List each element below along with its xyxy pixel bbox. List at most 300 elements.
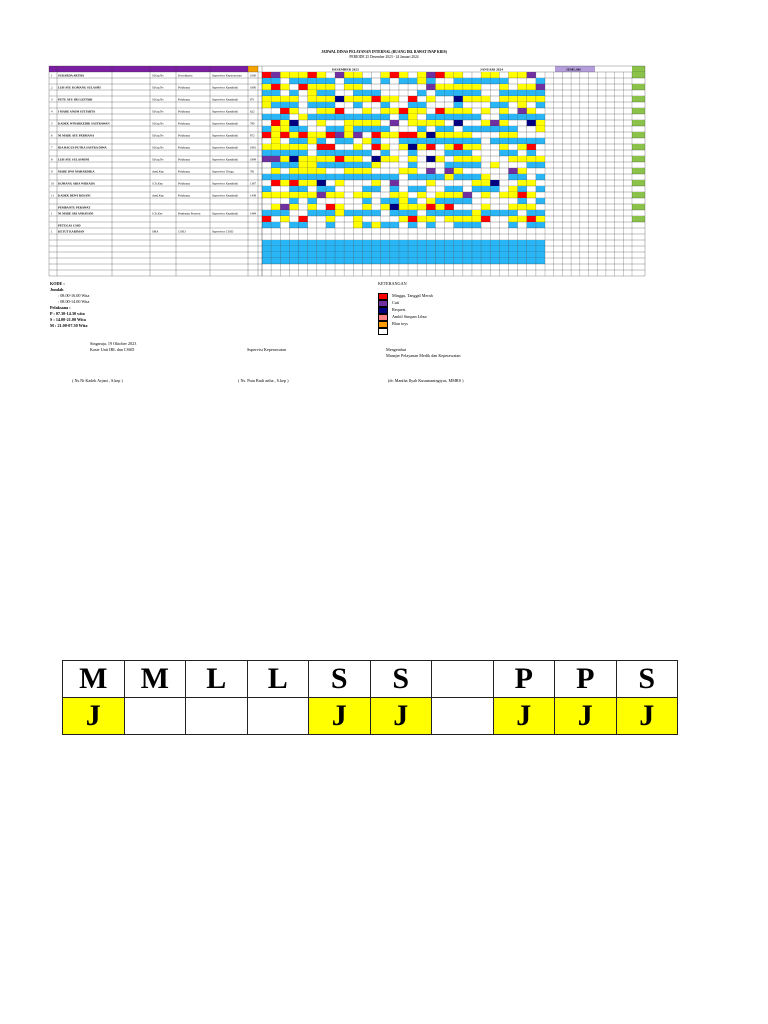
schedule-cell — [280, 258, 289, 264]
staff-role: Koordinator — [178, 73, 193, 78]
schedule-cell — [481, 120, 490, 126]
total-cell — [632, 216, 645, 222]
schedule-cell — [490, 138, 499, 144]
schedule-cell — [390, 108, 399, 114]
schedule-cell — [289, 168, 298, 174]
staff-edu: S.Kep.Ns — [152, 109, 164, 114]
staff-edu: S.Kep.Ns — [152, 73, 164, 78]
schedule-cell — [390, 186, 399, 192]
schedule-cell — [262, 210, 271, 216]
schedule-cell — [289, 252, 298, 258]
schedule-cell — [344, 138, 353, 144]
staff-nip: 1891 — [250, 145, 256, 150]
schedule-cell — [308, 90, 317, 96]
schedule-cell — [445, 198, 454, 204]
schedule-cell — [481, 240, 490, 246]
schedule-cell — [463, 162, 472, 168]
zoom-day-cell: S — [616, 661, 678, 698]
schedule-cell — [408, 198, 417, 204]
schedule-cell — [435, 126, 444, 132]
schedule-cell — [499, 252, 508, 258]
schedule-cell — [372, 114, 381, 120]
schedule-cell — [271, 258, 280, 264]
staff-nip: 871 — [250, 97, 255, 102]
schedule-cell — [454, 216, 463, 222]
schedule-cell — [280, 204, 289, 210]
schedule-cell — [344, 252, 353, 258]
schedule-cell — [399, 138, 408, 144]
schedule-cell — [472, 78, 481, 84]
total-cell — [632, 192, 645, 198]
schedule-cell — [518, 216, 527, 222]
schedule-cell — [508, 216, 517, 222]
schedule-cell — [481, 126, 490, 132]
schedule-cell — [463, 246, 472, 252]
schedule-cell — [362, 198, 371, 204]
schedule-cell — [280, 162, 289, 168]
schedule-cell — [289, 138, 298, 144]
schedule-cell — [454, 102, 463, 108]
schedule-cell — [445, 174, 454, 180]
schedule-cell — [390, 132, 399, 138]
schedule-cell — [481, 186, 490, 192]
schedule-cell — [472, 216, 481, 222]
schedule-cell — [408, 174, 417, 180]
schedule-cell — [426, 198, 435, 204]
schedule-cell — [481, 216, 490, 222]
schedule-cell — [344, 168, 353, 174]
schedule-cell — [426, 72, 435, 78]
schedule-cell — [353, 144, 362, 150]
total-cell — [632, 120, 645, 126]
schedule-cell — [372, 246, 381, 252]
schedule-cell — [308, 102, 317, 108]
zoom-day-cell: P — [493, 661, 555, 698]
schedule-cell — [499, 246, 508, 252]
schedule-cell — [435, 252, 444, 258]
schedule-cell — [344, 156, 353, 162]
schedule-cell — [435, 72, 444, 78]
schedule-cell — [317, 252, 326, 258]
schedule-cell — [308, 258, 317, 264]
schedule-cell — [445, 84, 454, 90]
schedule-cell — [326, 186, 335, 192]
schedule-cell — [536, 102, 545, 108]
schedule-cell — [445, 144, 454, 150]
schedule-cell — [326, 156, 335, 162]
schedule-cell — [499, 90, 508, 96]
legend-label: Request — [392, 306, 406, 312]
schedule-cell — [390, 192, 399, 198]
schedule-cell — [289, 120, 298, 126]
schedule-cell — [362, 252, 371, 258]
schedule-cell — [435, 156, 444, 162]
schedule-cell — [508, 150, 517, 156]
schedule-cell — [426, 258, 435, 264]
schedule-cell — [353, 222, 362, 228]
schedule-cell — [426, 120, 435, 126]
schedule-cell — [399, 192, 408, 198]
schedule-cell — [344, 162, 353, 168]
schedule-cell — [326, 222, 335, 228]
schedule-cell — [372, 120, 381, 126]
legend-label: Blan toys — [392, 320, 408, 326]
schedule-cell — [353, 174, 362, 180]
staff-nip: 1800 — [250, 85, 256, 90]
schedule-cell — [408, 186, 417, 192]
schedule-cell — [536, 84, 545, 90]
schedule-cell — [353, 216, 362, 222]
staff-name: PEMBANTU PERAWAT — [58, 205, 91, 210]
schedule-cell — [527, 144, 536, 150]
schedule-cell — [527, 72, 536, 78]
schedule-cell — [280, 174, 289, 180]
schedule-cell — [508, 246, 517, 252]
month-label: JUMLAH — [566, 67, 581, 72]
schedule-cell — [408, 222, 417, 228]
schedule-cell — [408, 216, 417, 222]
staff-name: MADE DWI MAHARDIKA — [58, 169, 95, 174]
schedule-cell — [499, 96, 508, 102]
schedule-cell — [536, 252, 545, 258]
schedule-cell — [271, 144, 280, 150]
signature-right-subtitle: Manajer Pelayanan Medik dan Keperawatan — [386, 352, 461, 358]
schedule-cell — [426, 78, 435, 84]
schedule-cell — [454, 138, 463, 144]
schedule-cell — [271, 156, 280, 162]
schedule-cell — [417, 108, 426, 114]
schedule-cell — [417, 246, 426, 252]
schedule-cell — [527, 108, 536, 114]
schedule-cell — [344, 258, 353, 264]
staff-nip: 1484 — [250, 211, 256, 216]
schedule-cell — [372, 210, 381, 216]
schedule-cell — [271, 132, 280, 138]
schedule-cell — [381, 102, 390, 108]
schedule-cell — [463, 150, 472, 156]
staff-role: Pelaksana — [178, 157, 190, 162]
staff-name: KOMANG ARIA WIDIADA — [58, 181, 95, 186]
staff-no: 1 — [51, 73, 53, 78]
schedule-cell — [472, 240, 481, 246]
schedule-cell — [353, 192, 362, 198]
staff-no: 11 — [51, 193, 54, 198]
staff-name: LUH AYU SULASMINI — [58, 157, 90, 162]
schedule-cell — [344, 240, 353, 246]
schedule-cell — [527, 156, 536, 162]
zoom-mark-cell: J — [555, 698, 617, 735]
schedule-cell — [417, 78, 426, 84]
schedule-cell — [271, 138, 280, 144]
staff-name: NI MADE SRI ANDAYANI — [58, 211, 94, 216]
zoom-mark-cell: J — [493, 698, 555, 735]
staff-category: Supervisor Kamitindi — [212, 145, 238, 150]
staff-category: Supervisor Kamitindi — [212, 121, 238, 126]
schedule-cell — [454, 132, 463, 138]
staff-no: 3 — [51, 97, 53, 102]
schedule-cell — [308, 210, 317, 216]
schedule-cell — [499, 108, 508, 114]
schedule-cell — [299, 180, 308, 186]
legend-item — [378, 328, 433, 335]
schedule-cell — [381, 114, 390, 120]
zoom-mark-cell — [247, 698, 309, 735]
schedule-cell — [280, 132, 289, 138]
schedule-cell — [317, 78, 326, 84]
schedule-cell — [280, 240, 289, 246]
schedule-cell — [271, 192, 280, 198]
staff-no: 4 — [51, 109, 53, 114]
schedule-cell — [289, 78, 298, 84]
schedule-cell — [527, 222, 536, 228]
schedule-cell — [353, 78, 362, 84]
schedule-cell — [262, 246, 271, 252]
schedule-sheet — [0, 0, 768, 290]
staff-name: KETUT KARIMAN — [58, 229, 85, 234]
staff-no: 5 — [51, 121, 53, 126]
schedule-cell — [308, 240, 317, 246]
schedule-cell — [435, 114, 444, 120]
schedule-cell — [463, 174, 472, 180]
schedule-cell — [372, 90, 381, 96]
schedule-cell — [399, 114, 408, 120]
zoom-day-cell: S — [309, 661, 371, 698]
schedule-cell — [481, 252, 490, 258]
schedule-cell — [271, 114, 280, 120]
staff-name: LUH AYU KOMANG SULASMI — [58, 85, 101, 90]
staff-no: 1 — [51, 211, 53, 216]
legend-item — [378, 307, 433, 314]
schedule-cell — [353, 132, 362, 138]
schedule-cell — [408, 258, 417, 264]
schedule-cell — [299, 252, 308, 258]
schedule-cell — [335, 150, 344, 156]
schedule-cell — [262, 84, 271, 90]
schedule-cell — [435, 192, 444, 198]
staff-nip: 872 — [250, 133, 255, 138]
schedule-cell — [490, 240, 499, 246]
schedule-cell — [527, 138, 536, 144]
schedule-cell — [335, 258, 344, 264]
schedule-cell — [326, 150, 335, 156]
signature-right — [386, 347, 460, 358]
schedule-cell — [335, 210, 344, 216]
staff-category: Supervisor Kamitindi — [212, 85, 238, 90]
schedule-cell — [381, 240, 390, 246]
schedule-cell — [362, 168, 371, 174]
schedule-cell — [271, 246, 280, 252]
schedule-cell — [499, 78, 508, 84]
schedule-cell — [445, 216, 454, 222]
schedule-cell — [280, 192, 289, 198]
legend — [378, 281, 433, 335]
schedule-cell — [527, 162, 536, 168]
schedule-cell — [454, 72, 463, 78]
schedule-cell — [280, 180, 289, 186]
staff-edu: S.Kep.Ns — [152, 85, 164, 90]
schedule-cell — [299, 84, 308, 90]
schedule-cell — [435, 174, 444, 180]
staff-role: Pelaksana — [178, 145, 190, 150]
schedule-cell — [335, 72, 344, 78]
staff-role: Pembantu Perawat — [178, 211, 201, 216]
staff-edu: S.Kep.Ns — [152, 133, 164, 138]
schedule-cell — [353, 246, 362, 252]
schedule-cell — [417, 90, 426, 96]
schedule-cell — [417, 138, 426, 144]
schedule-cell — [280, 150, 289, 156]
schedule-cell — [317, 162, 326, 168]
schedule-cell — [317, 90, 326, 96]
zoom-mark-cell: J — [616, 698, 678, 735]
schedule-cell — [399, 168, 408, 174]
legend-swatch — [378, 328, 388, 335]
schedule-cell — [472, 156, 481, 162]
schedule-cell — [527, 192, 536, 198]
notes-line: : 08.00-14.00 Wita — [58, 299, 90, 304]
schedule-cell — [481, 204, 490, 210]
schedule-cell — [426, 246, 435, 252]
schedule-cell — [335, 114, 344, 120]
schedule-cell — [335, 156, 344, 162]
schedule-cell — [454, 222, 463, 228]
staff-no: 1 — [51, 229, 53, 234]
schedule-cell — [271, 162, 280, 168]
schedule-cell — [372, 132, 381, 138]
schedule-cell — [381, 246, 390, 252]
signature-middle-title: Supervisi Keperawatan — [247, 347, 286, 352]
schedule-cell — [317, 114, 326, 120]
schedule-cell — [362, 162, 371, 168]
staff-name: KADEK DEWI ROSANI — [58, 193, 91, 198]
schedule-cell — [299, 132, 308, 138]
schedule-cell — [299, 156, 308, 162]
schedule-cell — [344, 150, 353, 156]
schedule-cell — [372, 126, 381, 132]
schedule-cell — [426, 132, 435, 138]
legend-heading: KETERANGAN — [378, 281, 407, 286]
schedule-cell — [472, 258, 481, 264]
schedule-cell — [326, 144, 335, 150]
schedule-cell — [335, 240, 344, 246]
schedule-cell — [353, 120, 362, 126]
schedule-cell — [518, 108, 527, 114]
schedule-cell — [435, 108, 444, 114]
schedule-cell — [399, 252, 408, 258]
schedule-cell — [289, 240, 298, 246]
schedule-cell — [289, 186, 298, 192]
schedule-cell — [454, 198, 463, 204]
schedule-cell — [299, 222, 308, 228]
schedule-cell — [499, 102, 508, 108]
schedule-cell — [536, 198, 545, 204]
schedule-cell — [417, 120, 426, 126]
schedule-cell — [280, 144, 289, 150]
schedule-cell — [335, 96, 344, 102]
total-cell — [632, 84, 645, 90]
staff-category: Supervisor Kamitindi — [212, 97, 238, 102]
staff-edu: S.Kep.Ns — [152, 157, 164, 162]
schedule-cell — [289, 180, 298, 186]
schedule-cell — [445, 72, 454, 78]
schedule-cell — [408, 114, 417, 120]
shift-line: S : 14.00-21.00 Wita — [50, 317, 86, 322]
schedule-cell — [280, 102, 289, 108]
schedule-cell — [536, 222, 545, 228]
header-band — [49, 66, 248, 72]
signature-right-title: Mengetahui — [386, 347, 407, 352]
schedule-cell — [490, 180, 499, 186]
schedule-cell — [499, 126, 508, 132]
zoom-day-cell: S — [370, 661, 432, 698]
schedule-cell — [536, 96, 545, 102]
schedule-cell — [326, 210, 335, 216]
schedule-cell — [435, 120, 444, 126]
staff-role: Pelaksana — [178, 109, 190, 114]
schedule-cell — [299, 240, 308, 246]
schedule-cell — [472, 144, 481, 150]
schedule-cell — [454, 96, 463, 102]
schedule-cell — [445, 108, 454, 114]
zoomed-schedule-detail — [62, 660, 678, 735]
schedule-cell — [490, 120, 499, 126]
schedule-cell — [381, 258, 390, 264]
schedule-cell — [262, 72, 271, 78]
schedule-cell — [280, 246, 289, 252]
schedule-cell — [508, 222, 517, 228]
schedule-cell — [408, 144, 417, 150]
schedule-cell — [280, 114, 289, 120]
schedule-cell — [335, 174, 344, 180]
schedule-cell — [299, 168, 308, 174]
schedule-cell — [326, 108, 335, 114]
schedule-cell — [362, 78, 371, 84]
schedule-cell — [289, 126, 298, 132]
schedule-cell — [445, 240, 454, 246]
schedule-cell — [472, 84, 481, 90]
schedule-cell — [445, 204, 454, 210]
staff-no: 2 — [51, 85, 53, 90]
schedule-cell — [481, 180, 490, 186]
schedule-cell — [508, 156, 517, 162]
staff-edu: SMA — [152, 229, 159, 234]
legend-label: Minggu, Tanggal Merah — [392, 292, 433, 298]
schedule-cell — [299, 192, 308, 198]
staff-name: IDA BAGUS PUTRA SASTRA DIWA — [58, 145, 107, 150]
schedule-cell — [335, 162, 344, 168]
signature-right-name: (dr. Mantha Ilyah Kusumaningtyas, MMRS ) — [388, 378, 464, 383]
schedule-cell — [317, 156, 326, 162]
schedule-cell — [490, 78, 499, 84]
staff-edu: S.Tr.Kes — [152, 211, 163, 216]
schedule-cell — [481, 174, 490, 180]
schedule-cell — [362, 258, 371, 264]
schedule-cell — [508, 186, 517, 192]
staff-edu: Amd.Kep — [152, 193, 164, 198]
schedule-cell — [454, 240, 463, 246]
schedule-cell — [289, 144, 298, 150]
schedule-cell — [426, 240, 435, 246]
staff-category: Supervisor Kamitindi — [212, 211, 238, 216]
schedule-cell — [536, 246, 545, 252]
schedule-cell — [399, 210, 408, 216]
schedule-cell — [344, 72, 353, 78]
schedule-cell — [280, 126, 289, 132]
total-cell — [632, 180, 645, 186]
schedule-cell — [280, 84, 289, 90]
schedule-cell — [472, 96, 481, 102]
schedule-cell — [454, 78, 463, 84]
